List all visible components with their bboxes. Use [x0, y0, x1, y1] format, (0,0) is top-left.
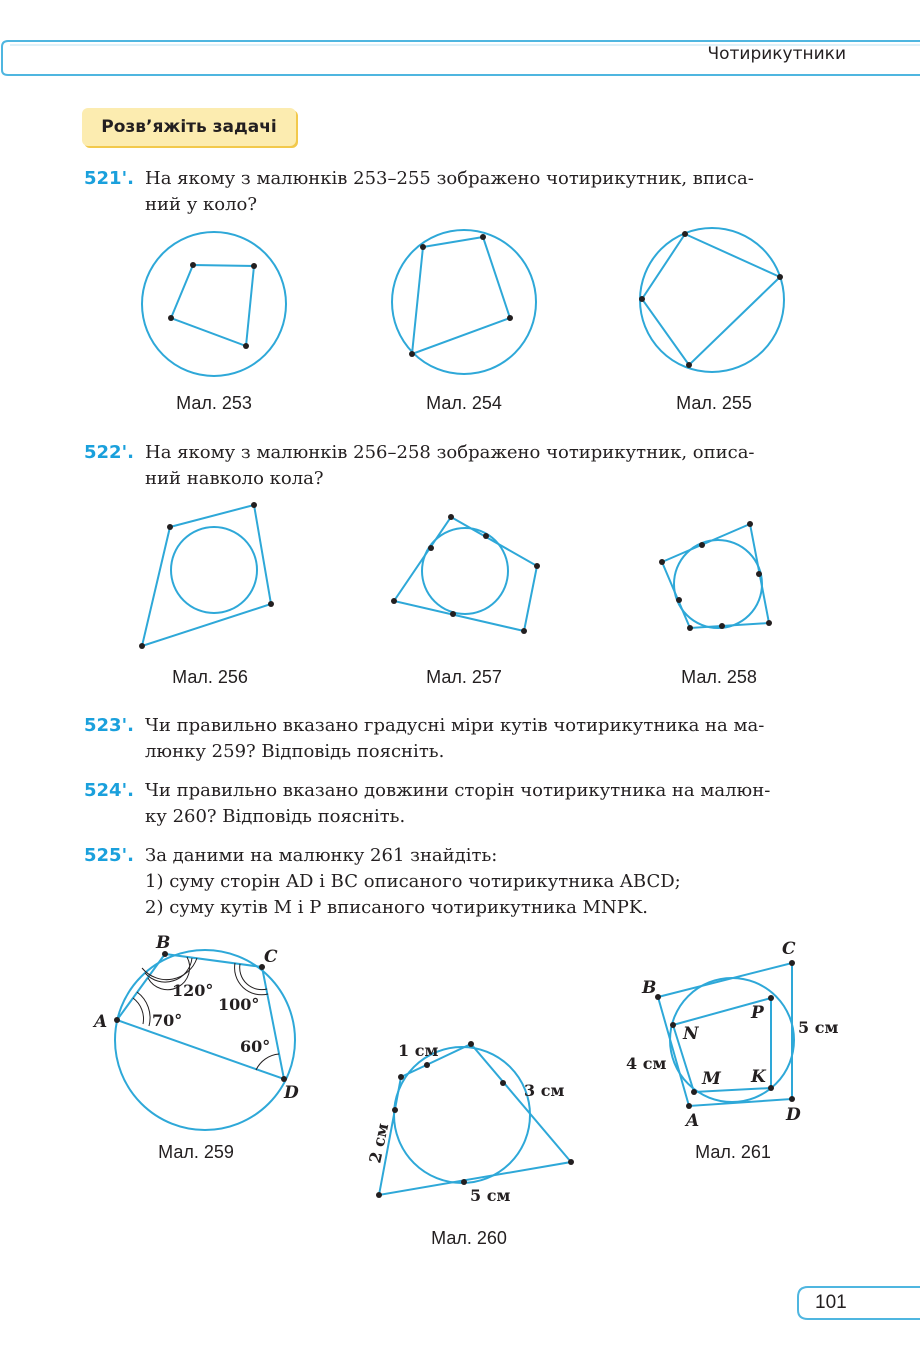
figure-caption: Мал. 260	[431, 1228, 507, 1248]
problem-524	[84, 778, 850, 830]
figure-261-drawing	[620, 936, 850, 1136]
problem-521	[84, 166, 850, 218]
side-label: 5 см	[798, 1018, 839, 1037]
problem-525	[84, 843, 850, 921]
problem-text-line: Чи правильно вказано градусні міри кутів чотирикутника на ма-	[145, 715, 765, 736]
figure-253-drawing	[134, 226, 294, 386]
problem-number: 525'.	[84, 845, 134, 866]
vertex-label: A	[94, 1012, 108, 1032]
side-label: 2 см	[365, 1121, 393, 1165]
figure-caption: Мал. 258	[681, 667, 757, 687]
vertex-label: M	[702, 1069, 721, 1089]
side-label: 1 см	[398, 1041, 439, 1060]
figure-caption: Мал. 256	[172, 667, 248, 687]
problem-number: 523'.	[84, 715, 134, 736]
figure-caption: Мал. 261	[695, 1142, 771, 1162]
vertex-label: C	[782, 939, 796, 959]
figure-255-drawing	[634, 226, 794, 386]
problem-text-line: За даними на малюнку 261 знайдіть:	[145, 845, 498, 866]
angle-label: 60°	[240, 1037, 271, 1056]
problem-text-line: Чи правильно вказано довжини сторін чотирикутника на малюн-	[145, 780, 771, 801]
problem-text-line: На якому з малюнків 253–255 зображено чотирикутник, вписа-	[145, 168, 754, 189]
vertex-label: D	[284, 1083, 299, 1103]
problem-text-line: ний навколо кола?	[145, 468, 324, 489]
figure-caption: Мал. 254	[426, 393, 502, 413]
vertex-label: A	[686, 1111, 700, 1131]
problem-522	[84, 440, 850, 492]
figure-254-drawing	[384, 226, 544, 386]
vertex-label: K	[751, 1067, 766, 1087]
problem-text-line: На якому з малюнків 256–258 зображено чотирикутник, описа-	[145, 442, 755, 463]
problem-text-line: ний у коло?	[145, 194, 258, 215]
section-label: Розв’яжіть задачі	[82, 108, 296, 146]
vertex-label: D	[786, 1105, 801, 1125]
figure-caption: Мал. 259	[158, 1142, 234, 1162]
problem-number: 524'.	[84, 780, 134, 801]
vertex-label: N	[683, 1024, 699, 1044]
figure-258-drawing	[654, 516, 784, 646]
side-label: 4 см	[626, 1054, 667, 1073]
problem-text-line: ку 260? Відповідь поясніть.	[145, 806, 406, 827]
problem-number: 522'.	[84, 442, 134, 463]
vertex-label: B	[156, 933, 171, 953]
figure-257-drawing	[388, 510, 548, 640]
figure-259-drawing	[90, 930, 310, 1150]
vertex-label: C	[264, 947, 278, 967]
angle-label: 70°	[152, 1011, 183, 1030]
problem-text-line: 1) суму сторін AD і BC описаного чотирикутника ABCD;	[145, 871, 681, 892]
side-label: 5 см	[470, 1186, 511, 1205]
vertex-label: P	[751, 1003, 764, 1023]
figure-caption: Мал. 257	[426, 667, 502, 687]
problem-text-line: люнку 259? Відповідь поясніть.	[145, 741, 445, 762]
figure-caption: Мал. 253	[176, 393, 252, 413]
vertex-label: B	[642, 978, 657, 998]
problem-text-line: 2) суму кутів M і P вписаного чотирикутника MNPK.	[145, 897, 648, 918]
page-number: 101	[815, 1292, 847, 1313]
angle-label: 100°	[218, 995, 260, 1014]
running-header: Чотирикутники	[707, 44, 846, 64]
problem-number: 521'.	[84, 168, 134, 189]
figure-256-drawing	[136, 500, 286, 650]
angle-label: 120°	[172, 981, 214, 1000]
side-label: 3 см	[524, 1081, 565, 1100]
figure-260-drawing	[360, 1030, 580, 1210]
figure-caption: Мал. 255	[676, 393, 752, 413]
problem-523	[84, 713, 850, 765]
